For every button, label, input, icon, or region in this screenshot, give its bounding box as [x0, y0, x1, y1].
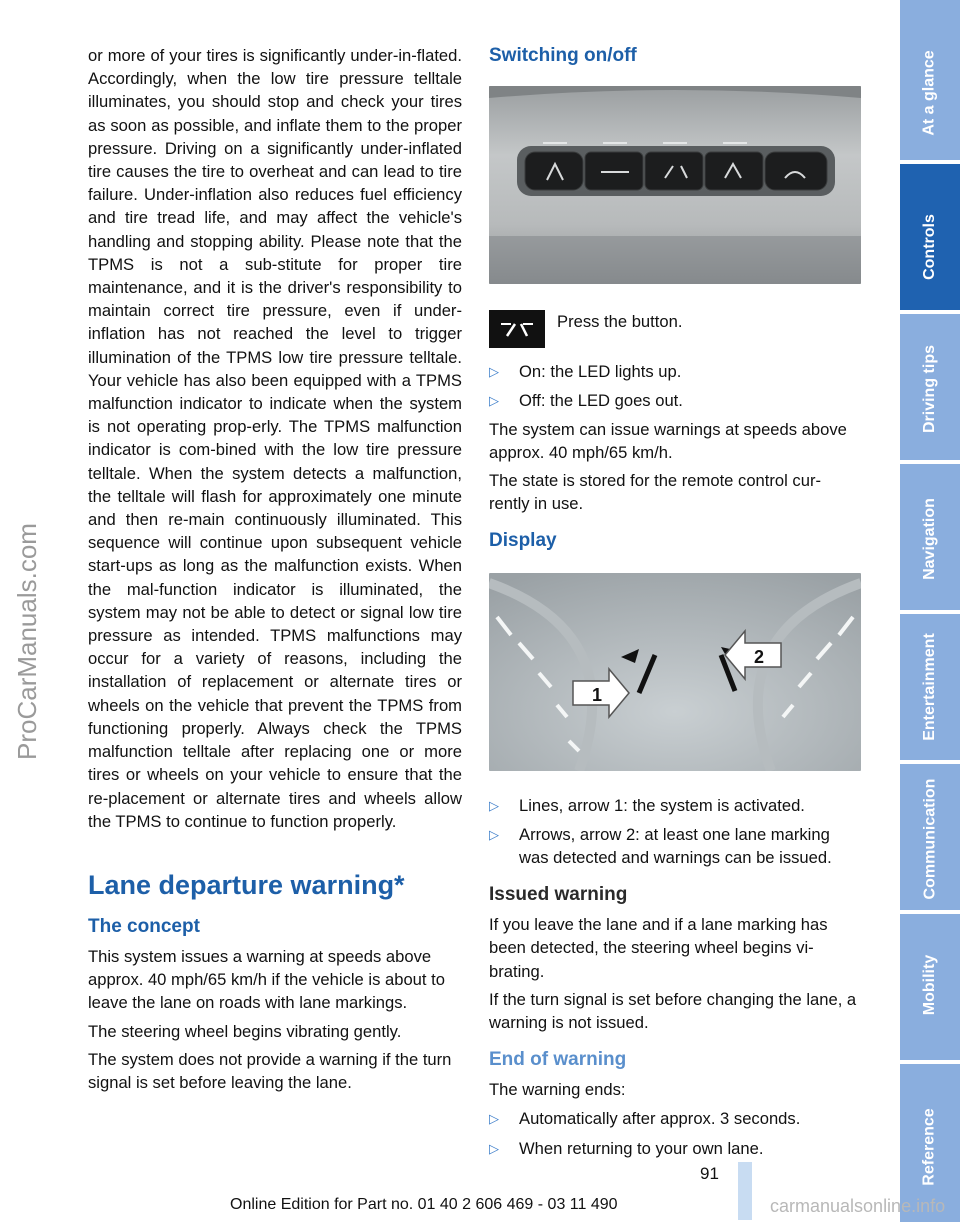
- tab-reference[interactable]: Reference: [900, 1064, 960, 1222]
- left-column: [88, 44, 462, 1099]
- instrument-display-photo: [489, 573, 861, 771]
- arrow-2-label: 2: [753, 647, 765, 668]
- tab-controls[interactable]: Controls: [900, 164, 960, 310]
- press-button-text: Press the button.: [557, 312, 683, 332]
- arrow-1-label: 1: [591, 685, 603, 706]
- page-number: 91: [700, 1164, 719, 1183]
- display-heading: Display: [489, 530, 557, 552]
- page-marker-bar: [738, 1162, 752, 1220]
- chapter-tabs: [900, 0, 960, 1222]
- tab-mobility[interactable]: Mobility: [900, 914, 960, 1060]
- section-title: Lane departure warning*: [88, 869, 405, 900]
- tpms-paragraph: or more of your tires is significantly under-in-flated. Accordingly, when the low tire pressure telltale illuminates, you should stop and check your tires as soon as possible, and inflate them to the proper pressure. Driving on a significantly under-inflated tire causes the tire to overheat and can lead to tire failure. Under-inflation also reduces fuel efficiency and tire tread life, and may affect the vehicle's handling and stopping ability. Please note that the TPMS is not a sub-stitute for proper tire maintenance, and it is the driver's responsibility to maintain correct tire pressure, even if under-inflation has not reached the level to trigger illumination of the TPMS low tire pressure telltale. Your vehicle has also been equipped with a TPMS malfunction indicator to indicate when the system is not operating prop-erly. The TPMS malfunction indicator is com-bined with the low tire pressure telltale. When the system detects a malfunction, the telltale will flash for approximately one minute and then re-main continuously illuminated. This sequence will continue upon subsequent vehicle start-ups as long as the malfunction exists. When the mal-function indicator is illuminated, the system may not be able to detect or signal low tire pressure as intended. TPMS malfunctions may occur for a variety of reasons, including the installation of replacement or alternate tires or wheels on the vehicle that prevent the TPMS from functioning properly. Always check the TPMS malfunction telltale after replacing one or more tires or wheels on your vehicle to ensure that the re-placement or alternate tires and wheels allow the TPMS to continue to function properly.: [88, 46, 462, 831]
- button-panel-photo: [489, 86, 861, 284]
- end-of-warning-heading: End of warning: [489, 1049, 627, 1071]
- issued-paragraph-1: If you leave the lane and if a lane marking has been detected, the steering wheel begins vi-brating.: [489, 915, 828, 981]
- list-item: ▷ When returning to your own lane.: [489, 1137, 861, 1160]
- state-paragraph: The state is stored for the remote control cur-rently in use.: [489, 471, 822, 514]
- lane-departure-button-icon: [489, 310, 545, 348]
- site-watermark: carmanualsonline.info: [770, 1196, 946, 1216]
- bullet-icon: ▷: [489, 1140, 499, 1156]
- issued-warning-heading: Issued warning: [489, 884, 628, 906]
- tab-communication[interactable]: Communication: [900, 764, 960, 910]
- edition-footer: Online Edition for Part no. 01 40 2 606 469 - 03 11 490: [230, 1196, 618, 1213]
- right-column: [489, 44, 861, 1165]
- tab-driving-tips[interactable]: Driving tips: [900, 314, 960, 460]
- issued-paragraph-2: If the turn signal is set before changing the lane, a warning is not issued.: [489, 989, 857, 1033]
- bullet-icon: ▷: [489, 797, 499, 813]
- list-item: ▷ Lines, arrow 1: the system is activated.: [489, 794, 861, 817]
- concept-paragraph-3: The system does not provide a warning if the turn signal is set before leaving the lane.: [88, 1049, 452, 1092]
- bullet-icon: ▷: [489, 1111, 499, 1127]
- switching-heading: Switching on/off: [489, 45, 637, 66]
- concept-heading: The concept: [88, 915, 200, 937]
- bullet-icon: ▷: [489, 826, 499, 842]
- bullet-icon: ▷: [489, 393, 499, 409]
- concept-paragraph-2: The steering wheel begins vibrating gently.: [88, 1021, 402, 1041]
- watermark-text: ProCarManuals.com: [12, 523, 42, 760]
- list-item: ▷ Arrows, arrow 2: at least one lane marking was detected and warnings can be issued.: [489, 823, 861, 869]
- press-button-row: [489, 310, 861, 348]
- concept-paragraph-1: This system issues a warning at speeds above approx. 40 mph/65 km/h if the vehicle is about to leave the lane on roads with lane markings.: [88, 946, 445, 1013]
- list-item: ▷ Automatically after approx. 3 seconds.: [489, 1107, 861, 1130]
- speed-paragraph: The system can issue warnings at speeds above approx. 40 mph/65 km/h.: [489, 419, 847, 462]
- tab-entertainment[interactable]: Entertainment: [900, 614, 960, 760]
- tab-at-a-glance[interactable]: At a glance: [900, 0, 960, 160]
- list-item: ▷ Off: the LED goes out.: [489, 389, 861, 412]
- end-intro: The warning ends:: [489, 1080, 626, 1100]
- bullet-icon: ▷: [489, 364, 499, 380]
- list-item: ▷ On: the LED lights up.: [489, 360, 861, 383]
- side-watermark: [0, 0, 60, 1222]
- tab-navigation[interactable]: Navigation: [900, 464, 960, 610]
